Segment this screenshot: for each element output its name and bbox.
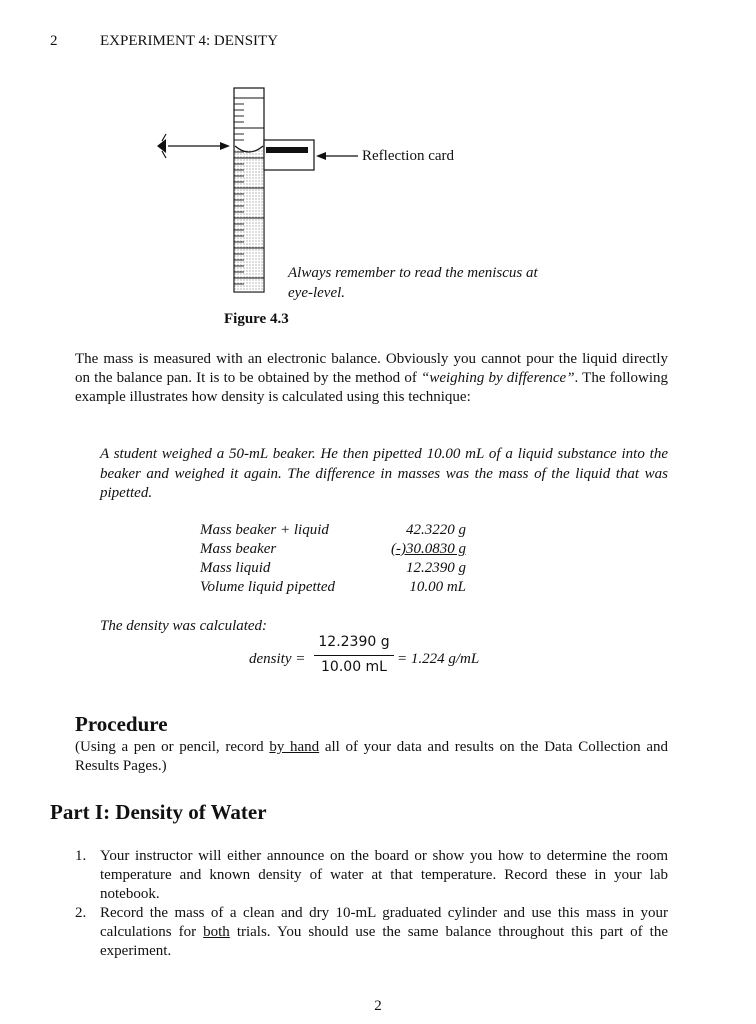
intro-quote: “weighing by difference” [420, 370, 575, 387]
fraction-denominator: 10.00 mL [321, 659, 387, 675]
figure-caption: Figure 4.3 [224, 311, 289, 327]
list-number-2: 2. [75, 905, 87, 921]
list-text-2a: Record the mass of a clean and dry 10-mL graduated cylinder and use this mass in your calculations for [100, 905, 668, 941]
row-value-4: 10.00 mL [409, 579, 466, 595]
procedure-note-underlined: by hand [269, 739, 320, 755]
example-paragraph: A student weighed a 50-mL beaker. He then pipetted 10.00 mL of a liquid substance into the beaker and weighed it again. The difference in masses was the mass of the liquid that was pipetted. [100, 446, 668, 501]
row-value-2: (-)30.0830 g [391, 541, 466, 557]
row-value-3: 12.2390 g [406, 560, 466, 576]
row-label-4: Volume liquid pipetted [200, 579, 335, 595]
footer-page-number: 2 [374, 998, 382, 1014]
procedure-note-2: all of your data and results on the Data Collection and Results Pages.) [75, 739, 668, 775]
row-label-2: Mass beaker [200, 541, 277, 557]
header-title: EXPERIMENT 4: DENSITY [100, 33, 279, 49]
list-item-1 [75, 847, 668, 905]
procedure-note [75, 738, 668, 776]
row-value-1: 42.3220 g [406, 522, 466, 538]
intro-paragraph [75, 350, 668, 408]
intro-text-2: . The following example illustrates how density is calculated using this technique: [75, 370, 668, 406]
intro-text-1: The mass is measured with an electronic balance. Obviously you cannot pour the liquid directly on the balance pan. It is to be obtained by the method of [75, 351, 668, 387]
density-label: density = [249, 651, 306, 667]
eye-icon [157, 134, 166, 158]
fraction-numerator: 12.2390 g [318, 634, 390, 650]
list-number-1: 1. [75, 848, 87, 864]
density-result: = 1.224 g/mL [397, 651, 480, 667]
fraction-bar [314, 655, 394, 656]
procedure-heading: Procedure [75, 712, 168, 736]
calc-intro: The density was calculated: [100, 618, 268, 634]
row-label-3: Mass liquid [200, 560, 271, 576]
header-page-number: 2 [50, 33, 58, 49]
list-text-2 [100, 904, 668, 962]
list-text-2b: trials. You should use the same balance throughout this part of the experiment. [100, 924, 668, 960]
list-text-2-underlined: both [203, 924, 230, 941]
meniscus-note: Always remember to read the meniscus at eye-level. [288, 265, 538, 301]
row-label-1: Mass beaker + liquid [200, 522, 329, 538]
list-item-2 [75, 904, 668, 962]
part1-heading: Part I: Density of Water [50, 800, 267, 824]
reflection-card-label: Reflection card [362, 148, 455, 164]
procedure-note-1: (Using a pen or pencil, record [75, 739, 270, 755]
list-text-1: Your instructor will either announce on the board or show you how to determine the room temperature and known density of water at that temperature. Record these in your lab notebook. [100, 848, 668, 903]
